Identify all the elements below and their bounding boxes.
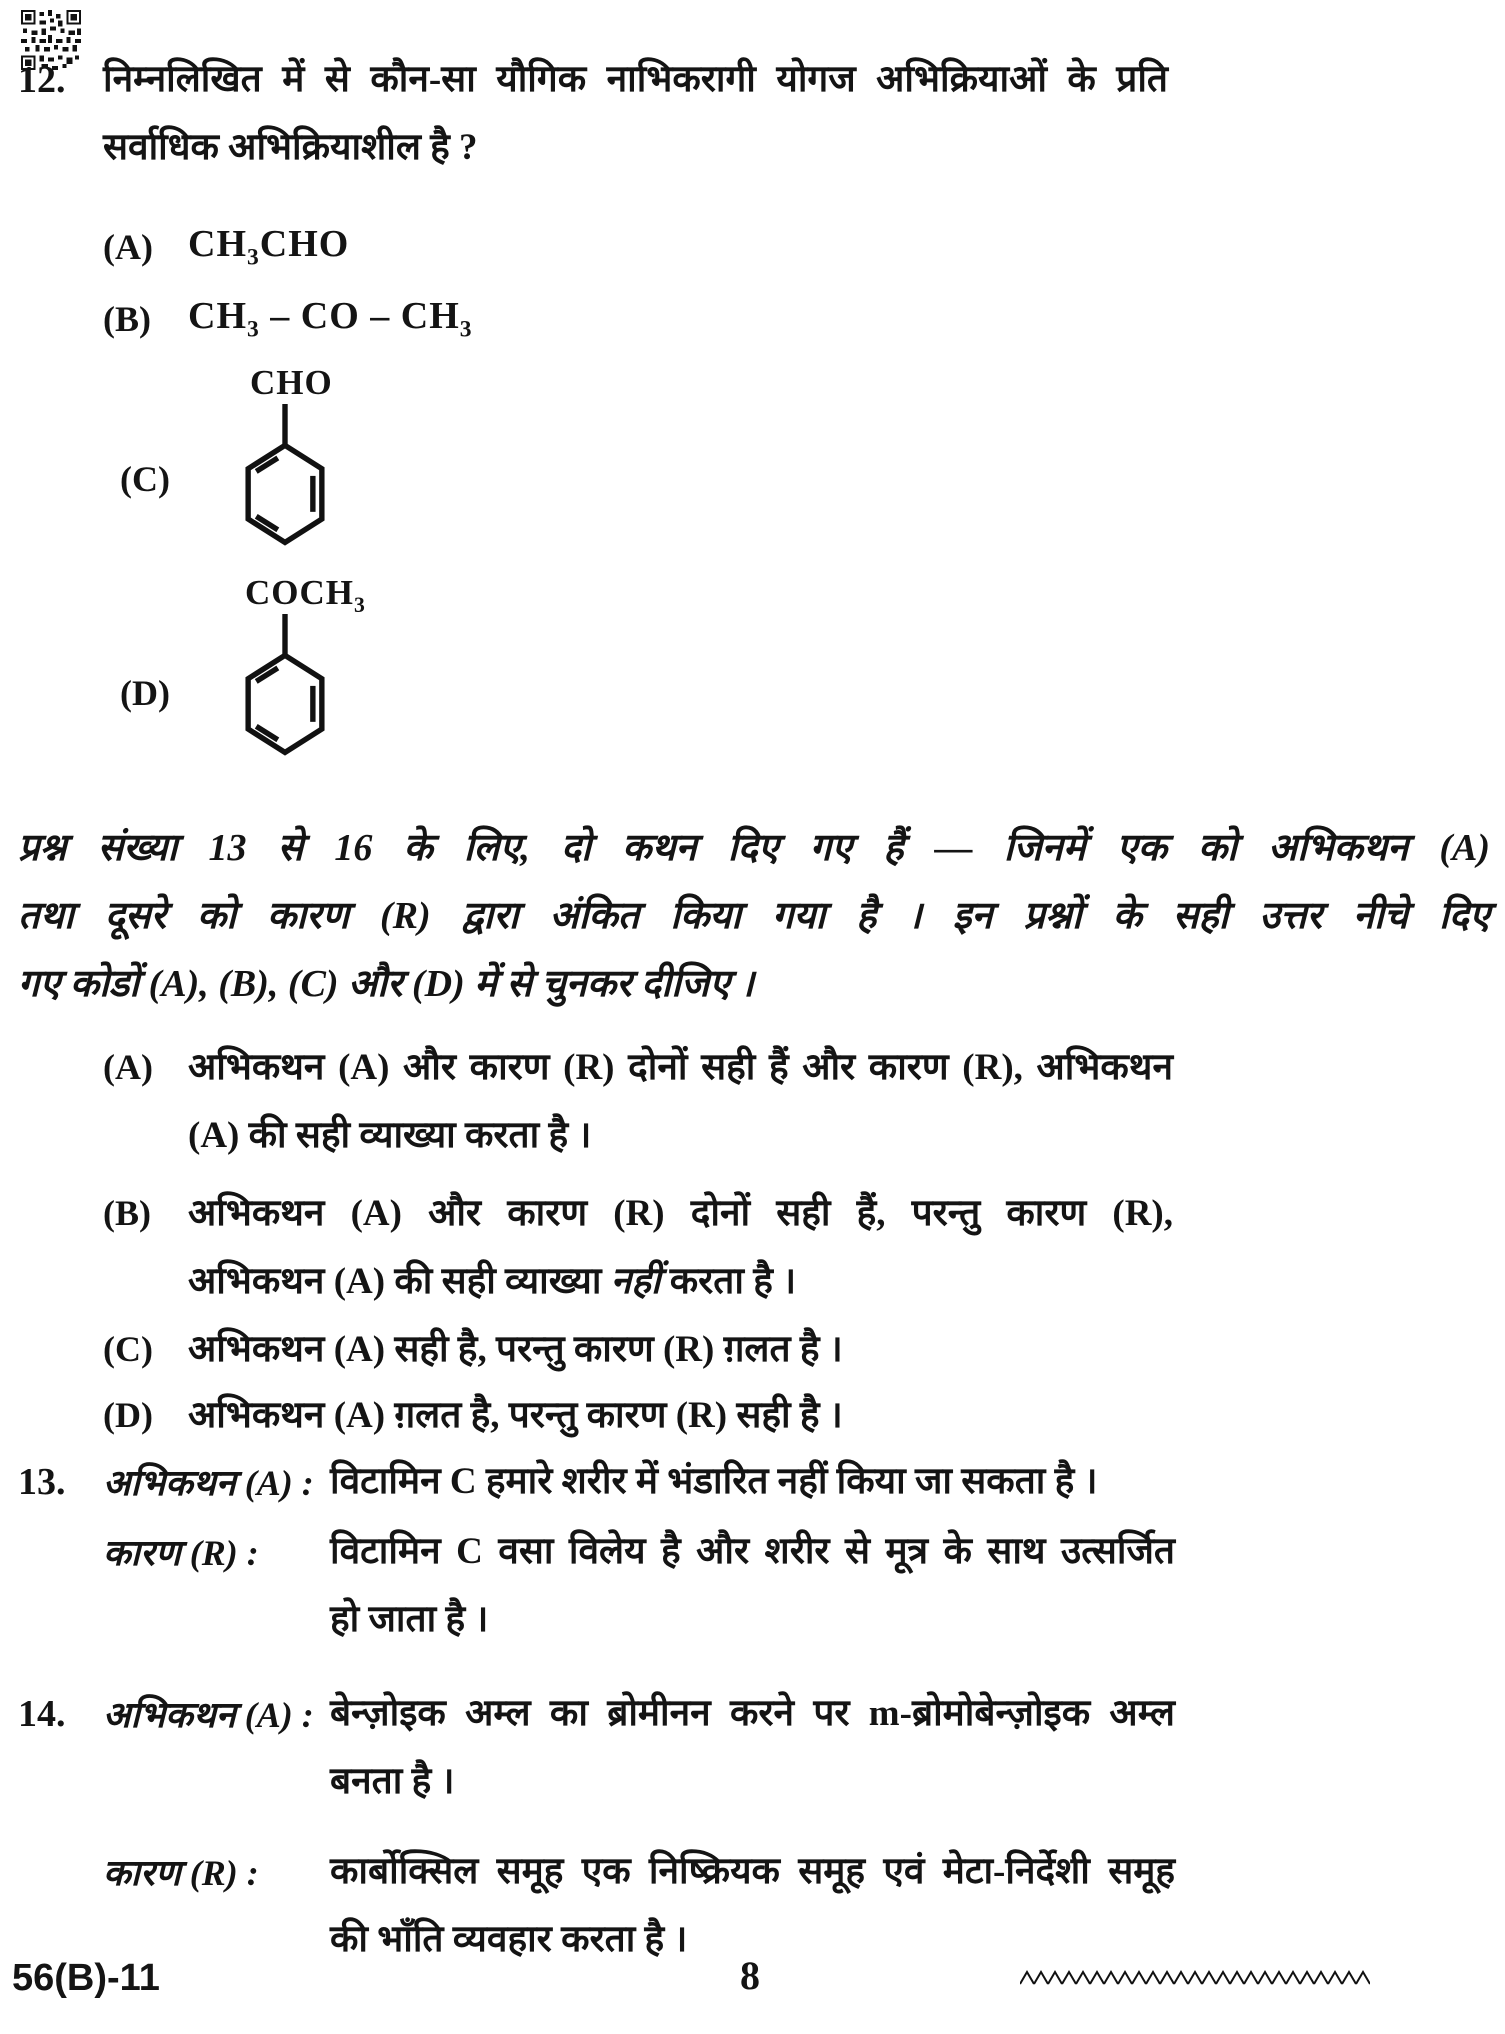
zigzag-mark <box>1020 1968 1370 1988</box>
question-12-text-line2: सर्वाधिक अभिक्रियाशील है ? <box>103 127 478 168</box>
question-13-assertion-text: विटामिन C हमारे शरीर में भंडारित नहीं किया जा सकता है । <box>330 1461 1098 1502</box>
code-b-line2 <box>188 1260 796 1304</box>
question-13-assertion-label: अभिकथन (A) : <box>103 1463 314 1503</box>
option-c-label: (C) <box>120 459 170 499</box>
question-14-assertion-line2: बनता है । <box>330 1761 455 1802</box>
option-d-label: (D) <box>120 673 170 713</box>
question-14-reason-line1: कार्बोक्सिल समूह एक निष्क्रियक समूह एवं मेटा-निर्देशी समूह <box>330 1851 1175 1892</box>
question-13-reason-line1: विटामिन C वसा विलेय है और शरीर से मूत्र के साथ उत्सर्जित <box>330 1531 1175 1572</box>
code-b-line2-pre: अभिकथन (A) की सही व्याख्या <box>188 1261 611 1302</box>
code-a-label: (A) <box>103 1047 153 1087</box>
instruction-line1: प्रश्न संख्या 13 से 16 के लिए, दो कथन दिए गए हैं — जिनमें एक को अभिकथन (A) <box>18 827 1490 869</box>
option-c-substituent-label: CHO <box>250 363 333 402</box>
question-12-text-line1: निम्नलिखित में से कौन-सा यौगिक नाभिकरागी योगज अभिक्रियाओं के प्रति <box>103 59 1168 100</box>
code-c-label: (C) <box>103 1329 153 1369</box>
code-b-label: (B) <box>103 1193 151 1233</box>
question-14-reason-line2: की भाँति व्यवहार करता है । <box>330 1919 688 1960</box>
option-d-substituent-label: $COCH_3$ <box>245 573 366 617</box>
question-14-number: 14. <box>18 1693 66 1735</box>
code-b-line1: अभिकथन (A) और कारण (R) दोनों सही हैं, परन्तु कारण (R), <box>188 1193 1173 1234</box>
question-12-number: 12. <box>18 59 66 101</box>
benzene-ring-diagram-d <box>240 614 330 756</box>
code-a-line1: अभिकथन (A) और कारण (R) दोनों सही हैं और कारण (R), अभिकथन <box>188 1047 1173 1088</box>
question-14-assertion-line1: बेन्ज़ोइक अम्ल का ब्रोमीनन करने पर m-ब्रोमोबेन्ज़ोइक अम्ल <box>330 1693 1175 1734</box>
footer-exam-code: 56(B)-11 <box>12 1957 160 1999</box>
instruction-line2: तथा दूसरे को कारण (R) द्वारा अंकित किया गया है । इन प्रश्नों के सही उत्तर नीचे दिए <box>18 895 1490 937</box>
option-a-label: (A) <box>103 227 153 267</box>
option-b-label: (B) <box>103 299 151 339</box>
option-a-formula: $CH_3CHO$ <box>188 223 350 271</box>
code-c-text: अभिकथन (A) सही है, परन्तु कारण (R) ग़लत है । <box>188 1329 843 1370</box>
code-b-line2-post: करता है । <box>660 1261 797 1302</box>
benzene-ring-diagram-c <box>240 404 330 546</box>
option-b-formula: $CH_3$ – CO – $CH_3$ <box>188 295 473 343</box>
page-number: 8 <box>740 1953 760 1998</box>
code-a-line2: (A) की सही व्याख्या करता है । <box>188 1115 592 1156</box>
question-13-reason-line2: हो जाता है । <box>330 1599 489 1640</box>
question-13-number: 13. <box>18 1461 66 1503</box>
code-b-line2-emphasis: नहीं <box>610 1261 661 1302</box>
question-14-reason-label: कारण (R) : <box>103 1853 259 1893</box>
question-14-assertion-label: अभिकथन (A) : <box>103 1695 314 1735</box>
code-d-text: अभिकथन (A) ग़लत है, परन्तु कारण (R) सही है । <box>188 1395 843 1436</box>
code-d-label: (D) <box>103 1395 153 1435</box>
question-13-reason-label: कारण (R) : <box>103 1533 259 1573</box>
instruction-line3: गए कोडों (A), (B), (C) और (D) में से चुनकर दीजिए । <box>18 963 755 1005</box>
